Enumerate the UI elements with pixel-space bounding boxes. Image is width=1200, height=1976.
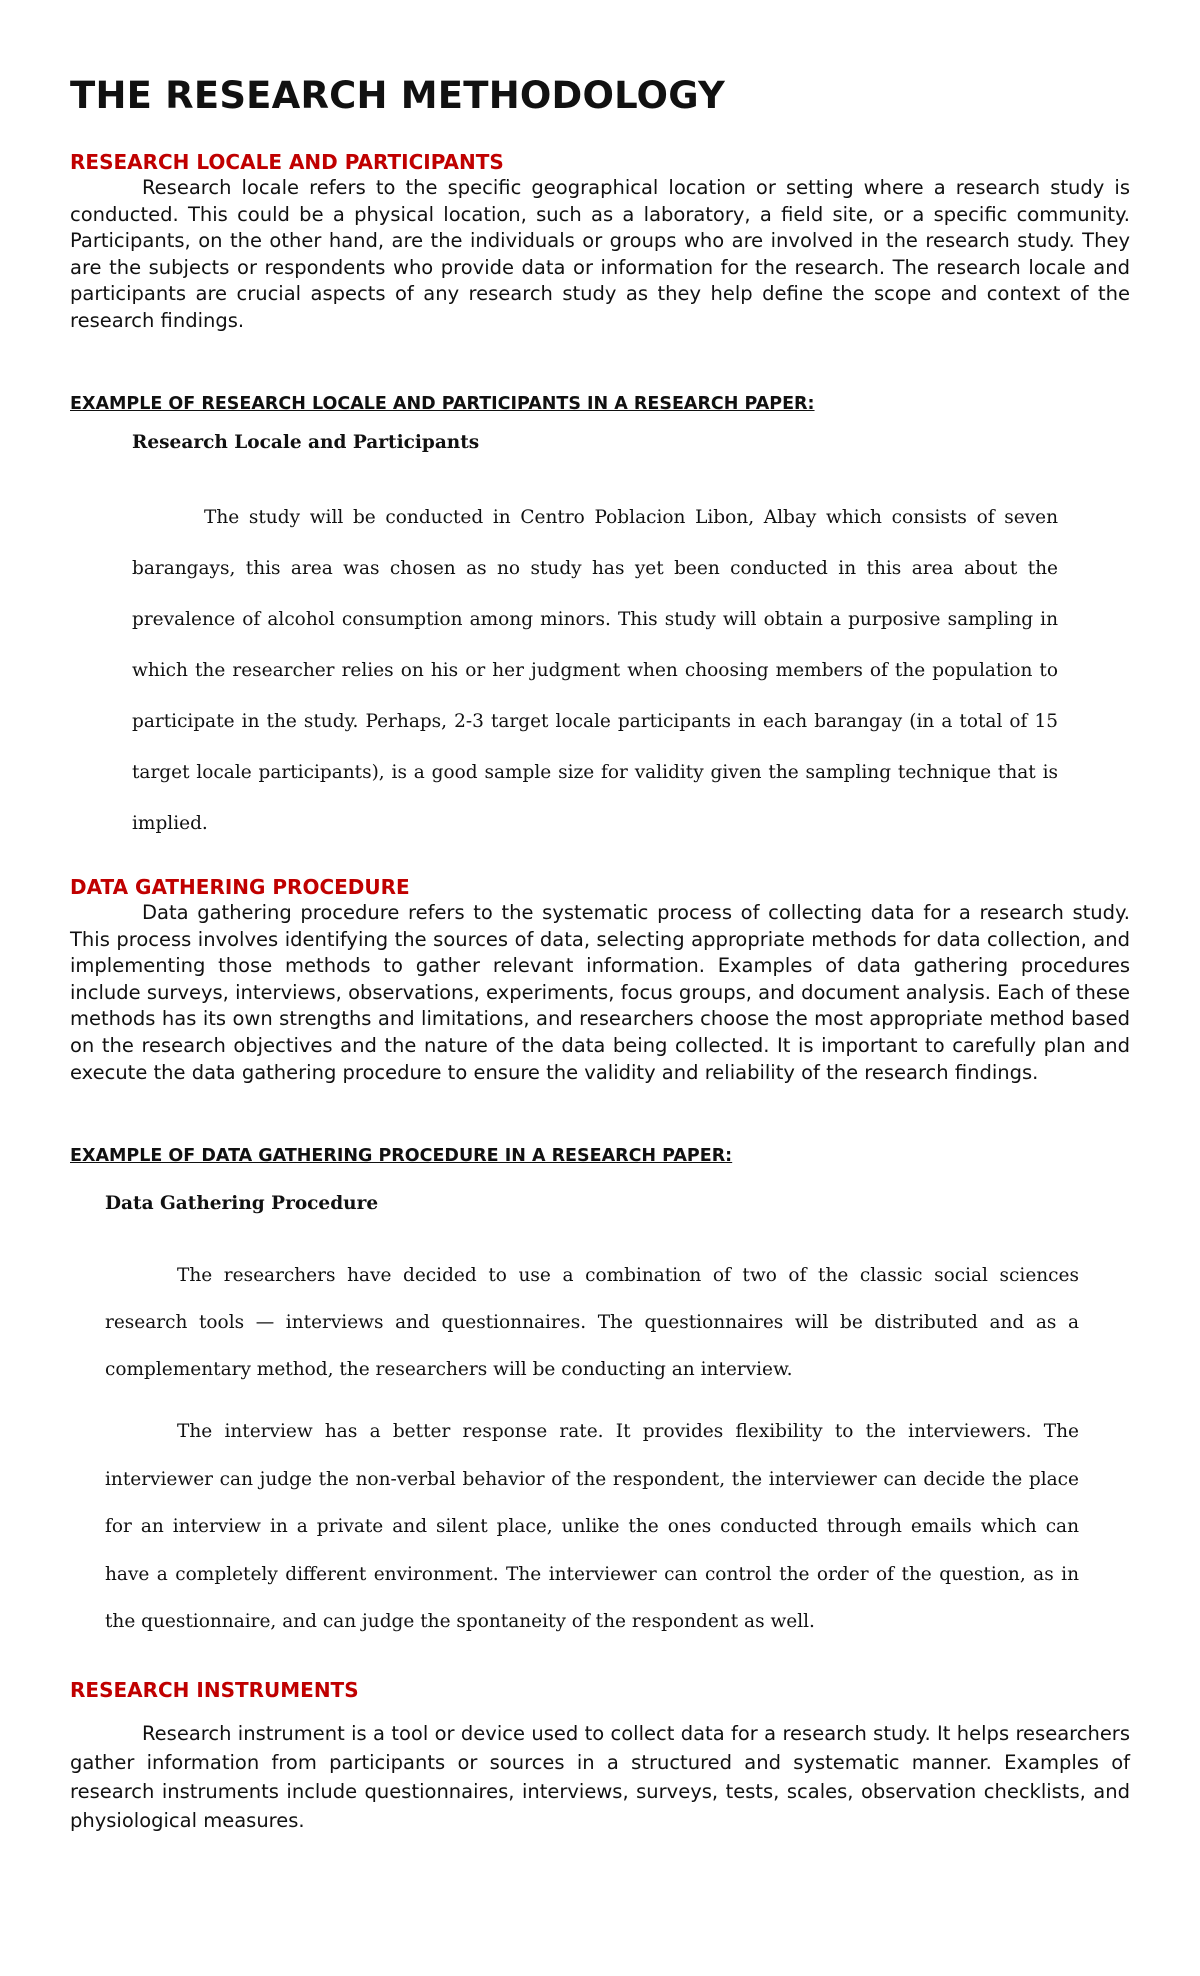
example-paragraph-data-gathering-1: The researchers have decided to use a combination of two of the classic social sciences research tools — interviews and questionnaires. The questionnaires will be distributed and as a complementary method, the researchers will be conducting an interview.: [105, 1265, 1079, 1380]
example-heading-data-gathering: Data Gathering Procedure: [105, 1193, 379, 1214]
section-body-data-gathering: Data gathering procedure refers to the systematic process of collecting data for a research study. This process involves identifying the sources of data, selecting appropriate methods for data collection, and implementing those methods to gather relevant information. Examples of data gathering procedures include surveys, interviews, observations, experiments, focus groups, and document analysis. Each of these methods has its own strengths and limitations, and researchers choose the most appropriate method based on the research objectives and the nature of the data being collected. It is important to carefully plan and execute the data gathering procedure to ensure the validity and reliability of the research findings.: [70, 901, 1130, 1084]
example-label-locale: EXAMPLE OF RESEARCH LOCALE AND PARTICIPANTS IN A RESEARCH PAPER:: [70, 394, 815, 414]
example-label-data-gathering: EXAMPLE OF DATA GATHERING PROCEDURE IN A RESEARCH PAPER:: [70, 1146, 733, 1166]
example-paragraph-data-gathering-2: The interview has a better response rate. It provides flexibility to the interviewers. The interviewer can judge the non-verbal behavior of the respondent, the interviewer can decide the place for an interview in a private and silent place, unlike the ones conducted through emails which can have a completely different environment. The interviewer can control the order of the question, as in the questionnaire, and can judge the spontaneity of the respondent as well.: [105, 1421, 1079, 1632]
section-body-instruments: Research instrument is a tool or device used to collect data for a research study. It helps researchers gather information from participants or sources in a structured and systematic manner. Examples of research instruments include questionnaires, interviews, surveys, tests, scales, observation checklists, and physiological measures.: [70, 1722, 1130, 1832]
example-paragraph-locale: The study will be conducted in Centro Poblacion Libon, Albay which consists of seven barangays, this area was chosen as no study has yet been conducted in this area about the prevalence of alcohol consumption among minors. This study will obtain a purposive sampling in which the researcher relies on his or her judgment when choosing members of the population to participate in the study. Perhaps, 2-3 target locale participants in each barangay (in a total of 15 target locale participants), is a good sample size for validity given the sampling technique that is implied.: [132, 507, 1058, 834]
section-body-locale: Research locale refers to the specific geographical location or setting where a research study is conducted. This could be a physical location, such as a laboratory, a field site, or a specific community. Participants, on the other hand, are the individuals or groups who are involved in the research study. They are the subjects or respondents who provide data or information for the research. The research locale and participants are crucial aspects of any research study as they help define the scope and context of the research findings.: [70, 176, 1130, 332]
example-heading-locale: Research Locale and Participants: [132, 432, 480, 453]
section-heading-data-gathering: DATA GATHERING PROCEDURE: [70, 875, 410, 899]
document-title: THE RESEARCH METHODOLOGY: [70, 74, 725, 117]
section-heading-instruments: RESEARCH INSTRUMENTS: [70, 1678, 359, 1702]
section-heading-locale: RESEARCH LOCALE AND PARTICIPANTS: [70, 150, 504, 174]
